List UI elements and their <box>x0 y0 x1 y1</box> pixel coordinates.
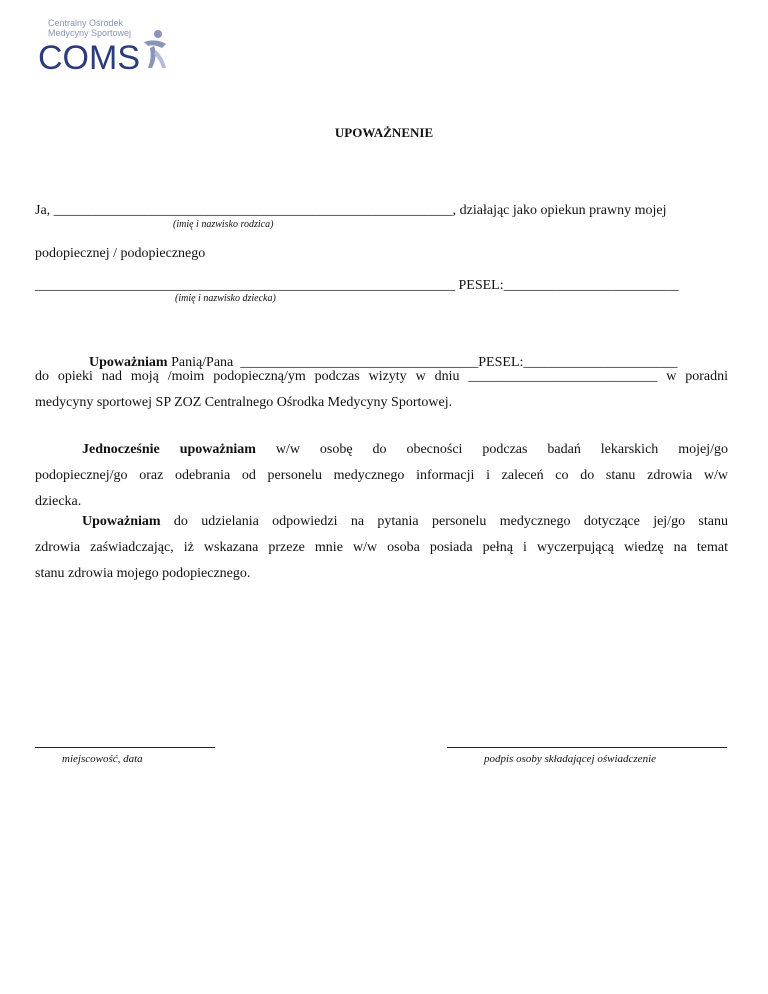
answers-line-3: stanu zdrowia mojego podopiecznego. <box>35 566 251 581</box>
care-line-1: do opieki nad moją /moim podopieczną/ym podczas wizyty w dniu ___________________________ w poradni <box>35 369 728 384</box>
answers-line-1-text: do udzielania odpowiedzi na pytania personelu medycznego dotyczące jej/go stanu <box>160 514 728 529</box>
parent-name-line: Ja, _________________________________________________________, działając jako opiekun prawny mojej <box>35 203 667 218</box>
logo-line-1: Centralny Ośrodek <box>48 18 124 28</box>
coms-logo <box>38 18 170 82</box>
logo-line-2: Medycyny Sportowej <box>48 28 132 38</box>
care-line-2: medycyny sportowej SP ZOZ Centralnego Ośrodka Medycyny Sportowej. <box>35 395 453 410</box>
presence-line-3: dziecka. <box>35 494 82 509</box>
authorized-person-field: Panią/Pana __________________________________PESEL:______________________ <box>167 355 678 370</box>
answers-line-2: zdrowia zaświadczając, iż wskazana przeze mnie w/w osoba posiada pełną i wyczerpującą wiedzę na temat <box>35 540 728 555</box>
logo-name: COMS <box>38 39 140 77</box>
place-date-label: miejscowość, data <box>62 753 143 765</box>
logo-subtitle <box>48 18 131 38</box>
presence-line-2: podopiecznej/go oraz odebrania od personelu medycznego informacji i zaleceń co do stanu zdrowia w/w <box>35 468 728 483</box>
parent-name-caption: (imię i nazwisko rodzica) <box>173 219 274 230</box>
presence-paragraph <box>35 437 728 515</box>
signature-line <box>447 747 727 748</box>
care-paragraph <box>35 364 728 416</box>
answers-bold: Upoważniam <box>82 514 161 529</box>
ward-label: podopiecznej / podopiecznego <box>35 246 206 261</box>
authorize-bold: Upoważniam <box>89 355 168 370</box>
place-date-line <box>35 747 215 748</box>
child-name-pesel-line: ____________________________________________________________ PESEL:_________________________ <box>35 278 679 293</box>
answers-paragraph <box>35 509 728 587</box>
presence-line-1 <box>35 437 728 463</box>
presence-bold: Jednocześnie upoważniam <box>82 442 256 457</box>
athlete-icon <box>136 28 172 72</box>
document-title: UPOWAŻNENIE <box>334 125 434 140</box>
presence-line-1-text: w/w osobę do obecności podczas badań lekarskich mojej/go <box>255 442 728 457</box>
child-name-caption: (imię i nazwisko dziecka) <box>175 293 276 304</box>
answers-line-1 <box>35 509 728 535</box>
signature-label: podpis osoby składającej oświadczenie <box>484 753 657 765</box>
